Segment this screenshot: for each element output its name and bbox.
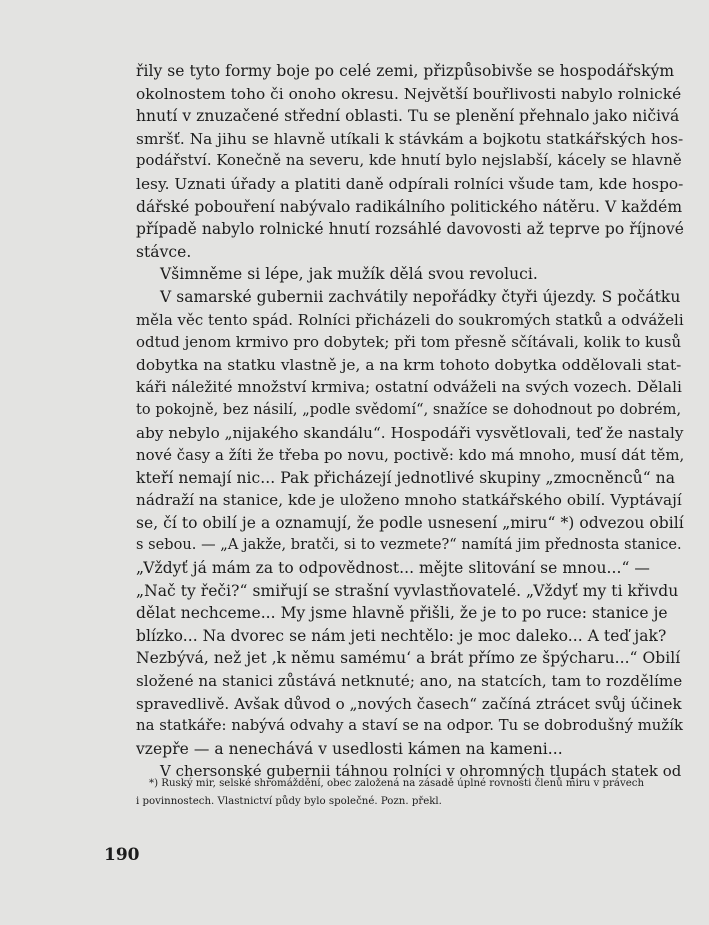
text-line: „Nač ty řeči?“ smiřují se strašní vyvlastňovatelé. „Vždyť my ti křivdu xyxy=(136,581,679,600)
text-line: „Vždyť já mám za to odpovědnost... mějte slitování se mnou...“ — xyxy=(136,559,650,578)
text-line: okolnostem toho či onoho okresu. Největší bouřlivosti nabylo rolnické xyxy=(136,84,682,103)
text-line: kteří nemají nic... Pak přicházejí jednotlivé skupiny „zmocněnců“ na xyxy=(136,468,675,487)
footnote xyxy=(136,775,684,810)
text-line: stávce. xyxy=(136,242,192,261)
text-line: lesy. Uznati úřady a platiti daně odpírali rolníci všude tam, kde hospo- xyxy=(136,174,684,193)
text-line: smršť. Na jihu se hlavně utíkali k stávkám a bojkotu statkářských hos- xyxy=(136,129,684,148)
text-line: dobytka na statku vlastně je, a na krm tohoto dobytka oddělovali stat- xyxy=(136,355,682,374)
text-line: hnutí v znuzačené střední oblasti. Tu se plenění přehnalo jako ničivá xyxy=(136,107,680,126)
text-line: případě nabylo rolnické hnutí rozsáhlé davovosti až teprve po říjnové xyxy=(136,220,684,239)
text-line: to pokojně, bez násilí, „podle svědomí“, snažíce se dohodnout po dobrém, xyxy=(136,401,682,418)
text-line: odtud jenom krmivo pro dobytek; při tom přesně sčítávali, kolik to kusů xyxy=(136,333,682,352)
paragraph-start-line: V chersonské gubernii táhnou rolníci v ohromných tlupách statek od xyxy=(160,762,682,781)
footnote-line: *) Ruský mir, selské shromáždění, obec založená na zásadě úplné rovnosti členů miru v právech xyxy=(149,778,645,789)
text-line: na statkáře: nabývá odvahy a staví se na odpor. Tu se dobrodušný mužík xyxy=(136,717,684,735)
text-line: Nezbývá, než jet ‚k němu samému‘ a brát přímo ze špýcharu...“ Obilí xyxy=(136,649,681,668)
body-text xyxy=(136,60,684,783)
text-line: nové časy a žíti že třeba po novu, poctivě: kdo má mnoho, musí dát těm, xyxy=(136,446,685,465)
paragraph-start-line: Všimněme si lépe, jak mužík dělá svou revoluci. xyxy=(160,265,538,284)
text-line: složené na stanici zůstává netknuté; ano, na statcích, tam to rozdělíme xyxy=(136,672,683,691)
text-line: aby nebylo „nijakého skandálu“. Hospodáři vysvětlovali, teď že nastaly xyxy=(136,423,684,442)
text-line: nádraží na stanice, kde je uloženo mnoho statkářského obilí. Vyptávají xyxy=(136,491,682,510)
text-line: řily se tyto formy boje po celé zemi, přizpůsobivše se hospodářským xyxy=(136,62,675,80)
footnote-line: i povinnostech. Vlastnictví půdy bylo společné. Pozn. překl. xyxy=(136,795,442,807)
text-line: dářské pobouření nabývalo radikálního politického nátěru. V každém xyxy=(136,197,683,216)
text-line: dělat nechceme... My jsme hlavně přišli, že je to po ruce: stanice je xyxy=(136,604,668,623)
paragraph-start-line: V samarské gubernii zachvátily nepořádky čtyři újezdy. S počátku xyxy=(160,287,681,306)
text-line: podářství. Konečně na severu, kde hnutí bylo nejslabší, kácely se hlavně xyxy=(136,152,682,170)
text-line: s sebou. — „A jakže, bratči, si to vezmete?“ namítá jim přednosta stanice. xyxy=(136,537,682,554)
text-line: blízko... Na dvorec se nám jeti nechtělo: je moc daleko... A teď jak? xyxy=(136,626,667,645)
text-line: spravedlivě. Avšak důvod o „nových časech“ začíná ztrácet svůj účinek xyxy=(136,694,682,713)
text-line: káři náležité množství krmiva; ostatní odváželi na svých vozech. Dělali xyxy=(136,378,682,397)
text-line: vzepře — a nenechává v usedlosti kámen na kameni... xyxy=(136,739,563,758)
page-number: 190 xyxy=(104,845,140,865)
text-line: se, čí to obilí je a oznamují, že podle usnesení „miru“ *) odvezou obilí xyxy=(136,513,684,532)
text-line: měla věc tento spád. Rolníci přicházeli do soukromých statků a odváželi xyxy=(136,310,684,329)
